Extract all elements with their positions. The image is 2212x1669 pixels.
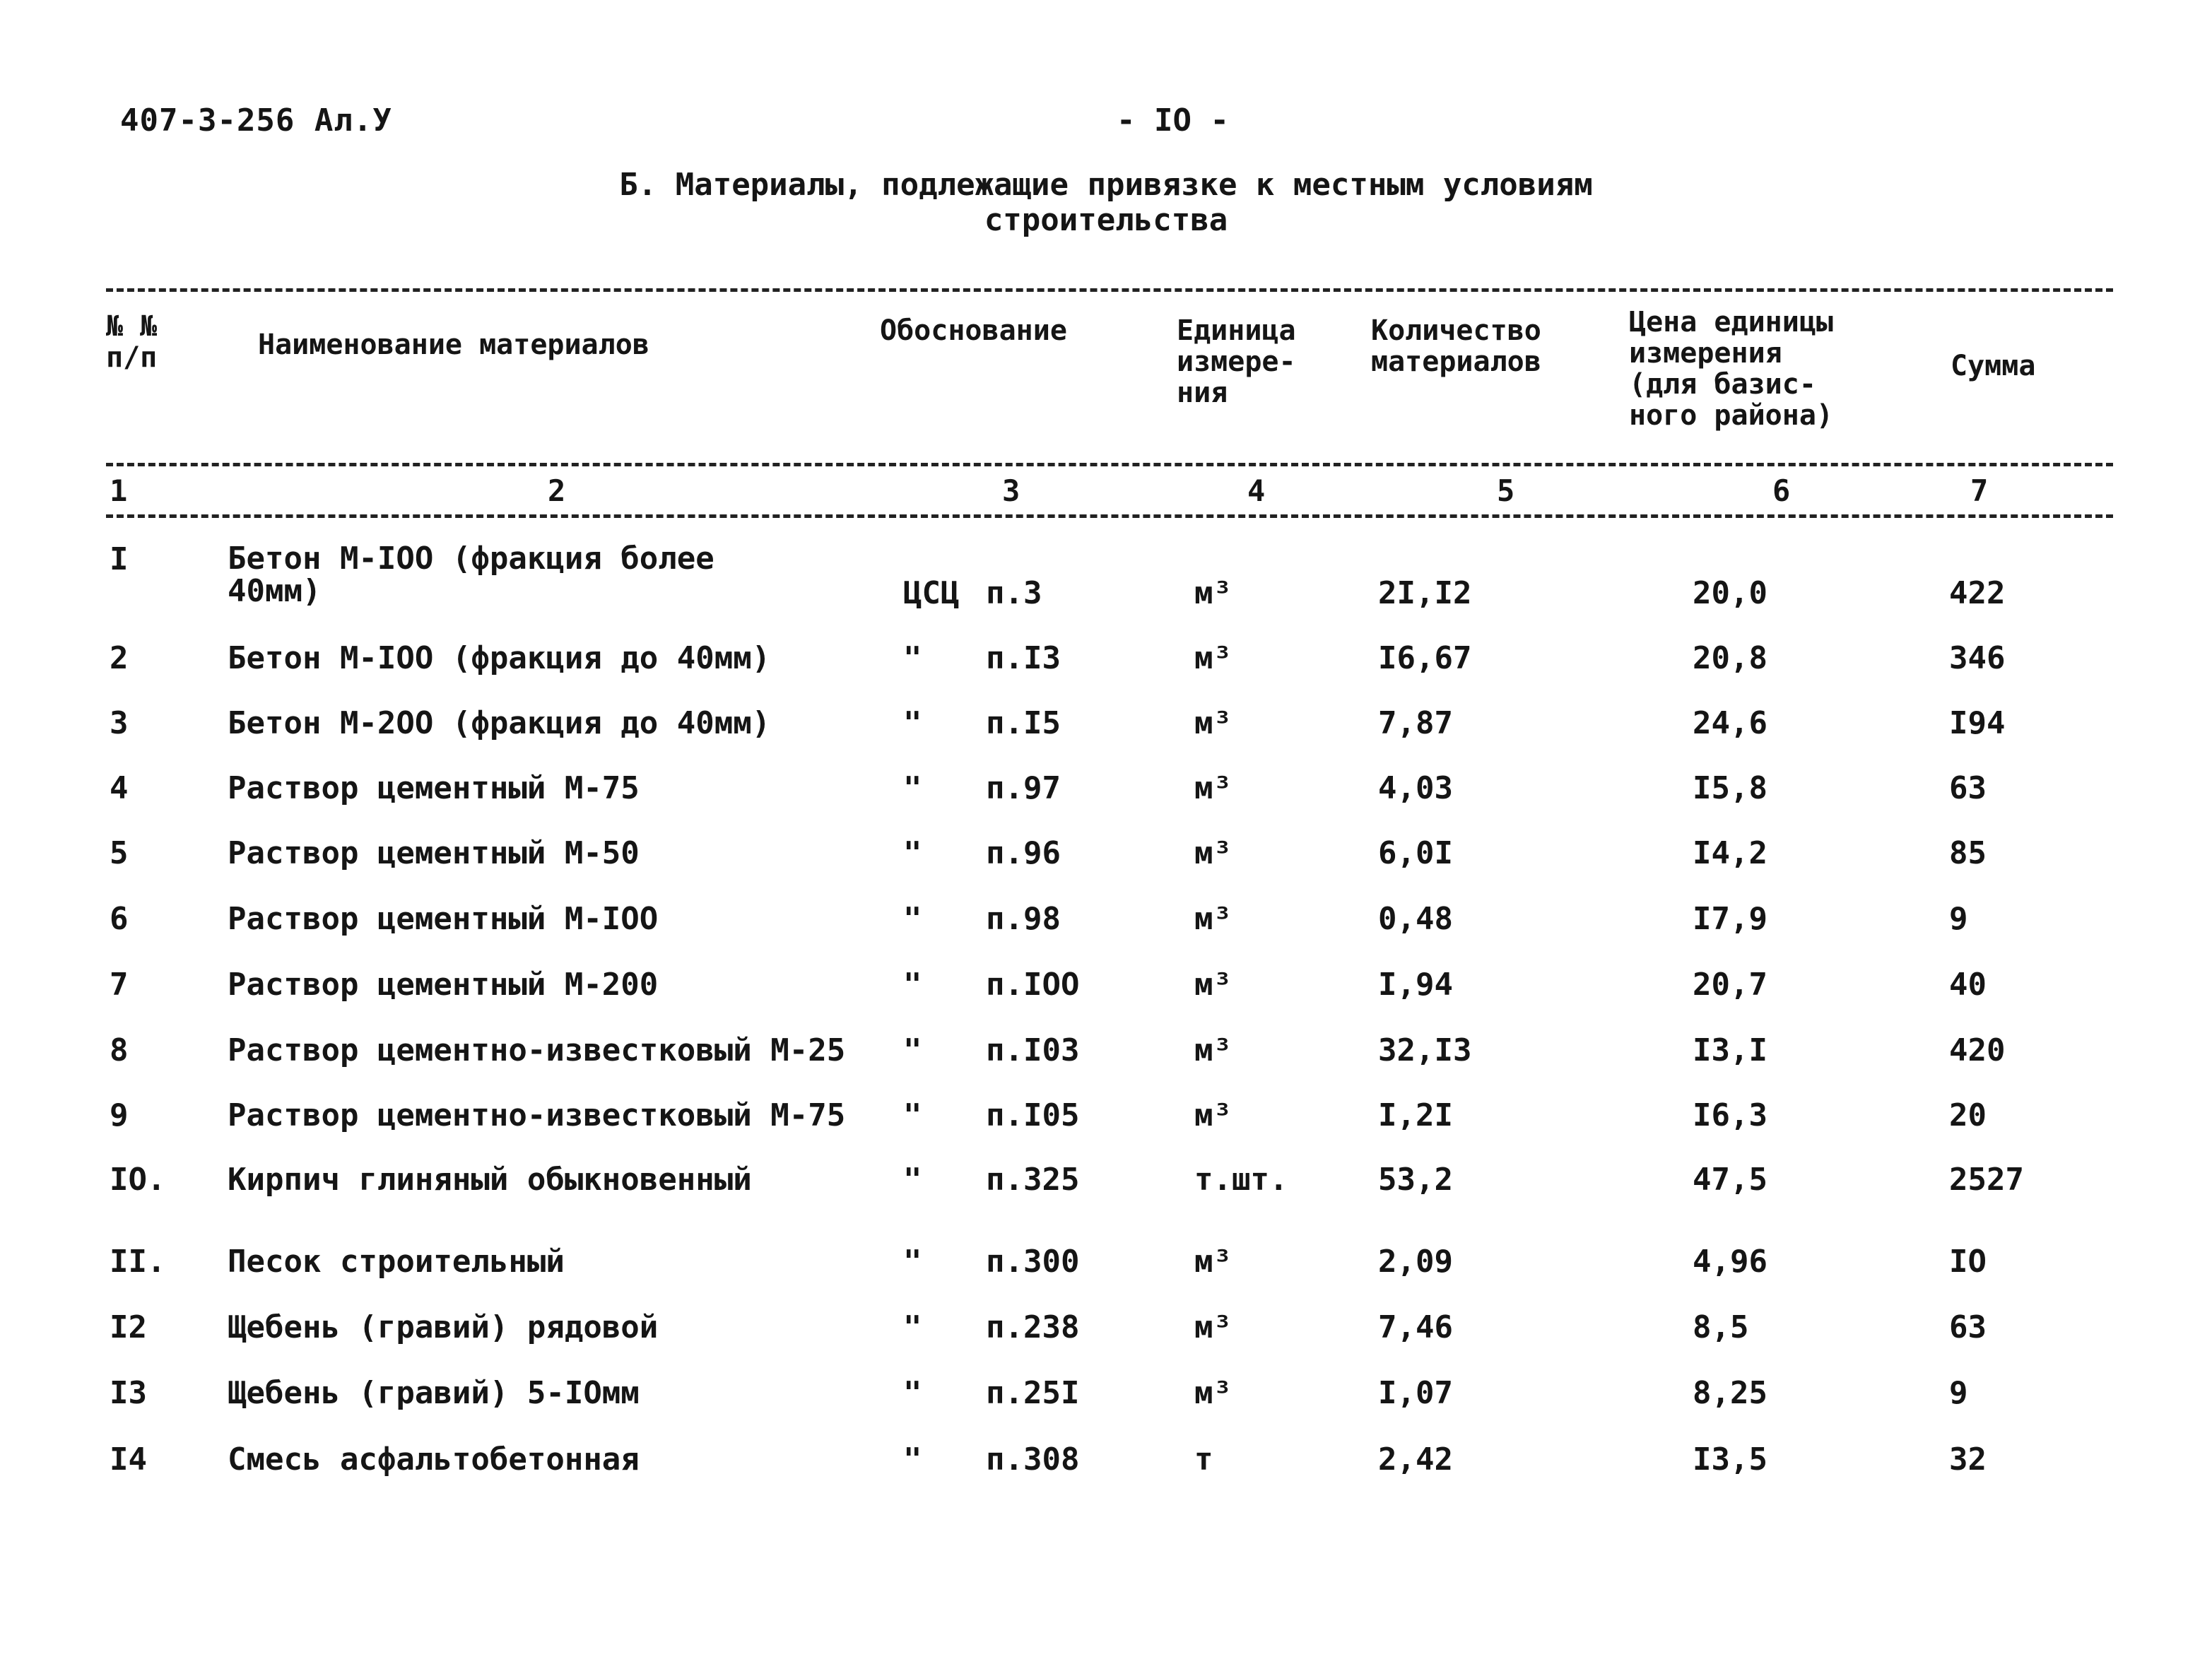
- row-quantity: I,07: [1378, 1375, 1453, 1411]
- row-sum: 346: [1949, 640, 2006, 676]
- row-basis-source: ": [903, 1097, 922, 1133]
- header-top-rule: [106, 288, 2113, 292]
- row-quantity: I,94: [1378, 967, 1453, 1003]
- row-unit: м³: [1194, 1032, 1232, 1068]
- row-unit: т: [1194, 1441, 1213, 1478]
- row-name: Раствор цементно-известковый М-75: [228, 1097, 846, 1133]
- row-basis-item: п.I3: [986, 640, 1061, 676]
- row-name: Песок строительный: [228, 1244, 565, 1280]
- row-basis-source: ": [903, 1441, 922, 1478]
- row-unit: м³: [1194, 575, 1232, 611]
- table-row: [0, 770, 2212, 834]
- row-sum: 63: [1949, 770, 1987, 806]
- column-number-1: 1: [110, 473, 128, 508]
- row-basis-source: ": [903, 1162, 922, 1198]
- table-row: [0, 1441, 2212, 1505]
- row-unit: м³: [1194, 770, 1232, 806]
- row-quantity: 0,48: [1378, 901, 1453, 937]
- row-quantity: 2,42: [1378, 1441, 1453, 1478]
- table-row: [0, 1032, 2212, 1096]
- row-basis-item: п.96: [986, 835, 1061, 871]
- column-number-5: 5: [1497, 473, 1515, 508]
- row-name: Бетон М-IOO (фракция до 40мм): [228, 640, 771, 676]
- row-quantity: 6,0I: [1378, 835, 1453, 871]
- table-row: [0, 1309, 2212, 1373]
- row-basis-item: п.97: [986, 770, 1061, 806]
- row-number: I: [110, 541, 129, 577]
- row-name: Смесь асфальтобетонная: [228, 1441, 640, 1478]
- row-unit: м³: [1194, 901, 1232, 937]
- row-basis-source: ": [903, 1244, 922, 1280]
- row-basis-item: п.IOO: [986, 967, 1080, 1003]
- row-number: I2: [110, 1309, 147, 1345]
- row-price: 8,25: [1693, 1375, 1767, 1411]
- row-name: Раствор цементно-известковый М-25: [228, 1032, 846, 1068]
- row-number: I3: [110, 1375, 147, 1411]
- row-price: 20,7: [1693, 967, 1767, 1003]
- row-number: I4: [110, 1441, 147, 1478]
- row-unit: м³: [1194, 967, 1232, 1003]
- row-basis-source: ": [903, 1032, 922, 1068]
- row-number: 3: [110, 705, 129, 741]
- row-unit: м³: [1194, 1309, 1232, 1345]
- row-price: I6,3: [1693, 1097, 1767, 1133]
- row-number: 8: [110, 1032, 129, 1068]
- row-quantity: 2,09: [1378, 1244, 1453, 1280]
- column-number-6: 6: [1772, 473, 1791, 508]
- row-basis-item: п.325: [986, 1162, 1080, 1198]
- row-number: 2: [110, 640, 129, 676]
- row-basis-item: п.I05: [986, 1097, 1080, 1133]
- row-basis-source: ": [903, 835, 922, 871]
- row-price: I3,5: [1693, 1441, 1767, 1478]
- column-header-unit: Единица измере- ния: [1177, 314, 1296, 409]
- row-unit: м³: [1194, 835, 1232, 871]
- column-number-3: 3: [1002, 473, 1020, 508]
- row-unit: м³: [1194, 640, 1232, 676]
- row-sum: 20: [1949, 1097, 1987, 1133]
- row-unit: м³: [1194, 1375, 1232, 1411]
- row-name: Бетон М-IOO (фракция более 40мм): [228, 541, 714, 609]
- column-header-num: № № п/п: [106, 310, 158, 374]
- document-code: 407-3-256 Ал.У: [120, 102, 392, 138]
- row-number: 7: [110, 967, 129, 1003]
- row-quantity: 7,46: [1378, 1309, 1453, 1345]
- row-price: 20,0: [1693, 575, 1767, 611]
- row-basis-source: ЦСЦ: [903, 575, 960, 611]
- row-sum: IO: [1949, 1244, 1987, 1280]
- row-quantity: 7,87: [1378, 705, 1453, 741]
- row-price: 8,5: [1693, 1309, 1749, 1345]
- row-name: Раствор цементный М-50: [228, 835, 640, 871]
- row-quantity: 53,2: [1378, 1162, 1453, 1198]
- column-header-price: Цена единицы измерения (для базис- ного района): [1629, 306, 1833, 432]
- table-row: [0, 901, 2212, 965]
- table-row: [0, 835, 2212, 899]
- header-bottom-rule: [106, 463, 2113, 466]
- row-sum: 420: [1949, 1032, 2006, 1068]
- section-title: Б. Материалы, подлежащие привязке к местным условиям: [619, 167, 1593, 203]
- row-quantity: I,2I: [1378, 1097, 1453, 1133]
- table-row: [0, 705, 2212, 769]
- row-basis-item: п.3: [986, 575, 1042, 611]
- row-name: Щебень (гравий) рядовой: [228, 1309, 659, 1345]
- row-number: 4: [110, 770, 129, 806]
- row-basis-item: п.98: [986, 901, 1061, 937]
- row-sum: 32: [1949, 1441, 1987, 1478]
- row-price: I5,8: [1693, 770, 1767, 806]
- column-header-sum: Сумма: [1951, 350, 2036, 382]
- column-header-basis: Обоснование: [880, 314, 1067, 347]
- row-basis-item: п.25I: [986, 1375, 1080, 1411]
- row-name: Щебень (гравий) 5-IOмм: [228, 1375, 640, 1411]
- row-quantity: 2I,I2: [1378, 575, 1472, 611]
- row-basis-item: п.308: [986, 1441, 1080, 1478]
- row-name: Раствор цементный М-IOO: [228, 901, 659, 937]
- row-name: Раствор цементный М-200: [228, 967, 659, 1003]
- row-price: I4,2: [1693, 835, 1767, 871]
- row-number: II.: [110, 1244, 166, 1280]
- table-row: [0, 967, 2212, 1030]
- row-sum: 9: [1949, 1375, 1968, 1411]
- row-sum: 40: [1949, 967, 1987, 1003]
- row-quantity: 4,03: [1378, 770, 1453, 806]
- section-title-continuation: строительства: [984, 202, 1228, 238]
- row-unit: м³: [1194, 1244, 1232, 1280]
- row-sum: 85: [1949, 835, 1987, 871]
- row-number: 6: [110, 901, 129, 937]
- row-basis-source: ": [903, 640, 922, 676]
- row-basis-item: п.300: [986, 1244, 1080, 1280]
- column-header-name: Наименование материалов: [258, 329, 649, 361]
- table-row: [0, 640, 2212, 704]
- row-price: 24,6: [1693, 705, 1767, 741]
- row-price: 20,8: [1693, 640, 1767, 676]
- row-price: 47,5: [1693, 1162, 1767, 1198]
- row-basis-item: п.238: [986, 1309, 1080, 1345]
- row-sum: 2527: [1949, 1162, 2024, 1198]
- row-unit: м³: [1194, 1097, 1232, 1133]
- column-number-4: 4: [1247, 473, 1266, 508]
- row-name: Раствор цементный М-75: [228, 770, 640, 806]
- row-basis-source: ": [903, 770, 922, 806]
- row-sum: I94: [1949, 705, 2006, 741]
- row-quantity: I6,67: [1378, 640, 1472, 676]
- row-basis-source: ": [903, 1309, 922, 1345]
- row-basis-item: п.I03: [986, 1032, 1080, 1068]
- row-number: 9: [110, 1097, 129, 1133]
- row-unit: т.шт.: [1194, 1162, 1288, 1198]
- row-basis-source: ": [903, 1375, 922, 1411]
- row-price: 4,96: [1693, 1244, 1767, 1280]
- row-number: 5: [110, 835, 129, 871]
- row-basis-source: ": [903, 967, 922, 1003]
- row-basis-source: ": [903, 705, 922, 741]
- column-number-rule: [106, 514, 2113, 518]
- table-row: [0, 1244, 2212, 1307]
- column-number-2: 2: [548, 473, 566, 508]
- row-price: I7,9: [1693, 901, 1767, 937]
- row-number: IO.: [110, 1162, 166, 1198]
- row-basis-item: п.I5: [986, 705, 1061, 741]
- row-basis-source: ": [903, 901, 922, 937]
- row-unit: м³: [1194, 705, 1232, 741]
- row-sum: 9: [1949, 901, 1968, 937]
- column-number-7: 7: [1970, 473, 1989, 508]
- row-name: Кирпич глиняный обыкновенный: [228, 1162, 752, 1198]
- row-quantity: 32,I3: [1378, 1032, 1472, 1068]
- row-price: I3,I: [1693, 1032, 1767, 1068]
- row-sum: 422: [1949, 575, 2006, 611]
- row-name: Бетон М-2OO (фракция до 40мм): [228, 705, 771, 741]
- row-sum: 63: [1949, 1309, 1987, 1345]
- table-row: [0, 1097, 2212, 1161]
- page-number: - IO -: [1117, 102, 1229, 138]
- table-row: [0, 1375, 2212, 1439]
- table-row: [0, 541, 2212, 639]
- table-row: [0, 1162, 2212, 1225]
- column-header-qty: Количество материалов: [1371, 314, 1541, 378]
